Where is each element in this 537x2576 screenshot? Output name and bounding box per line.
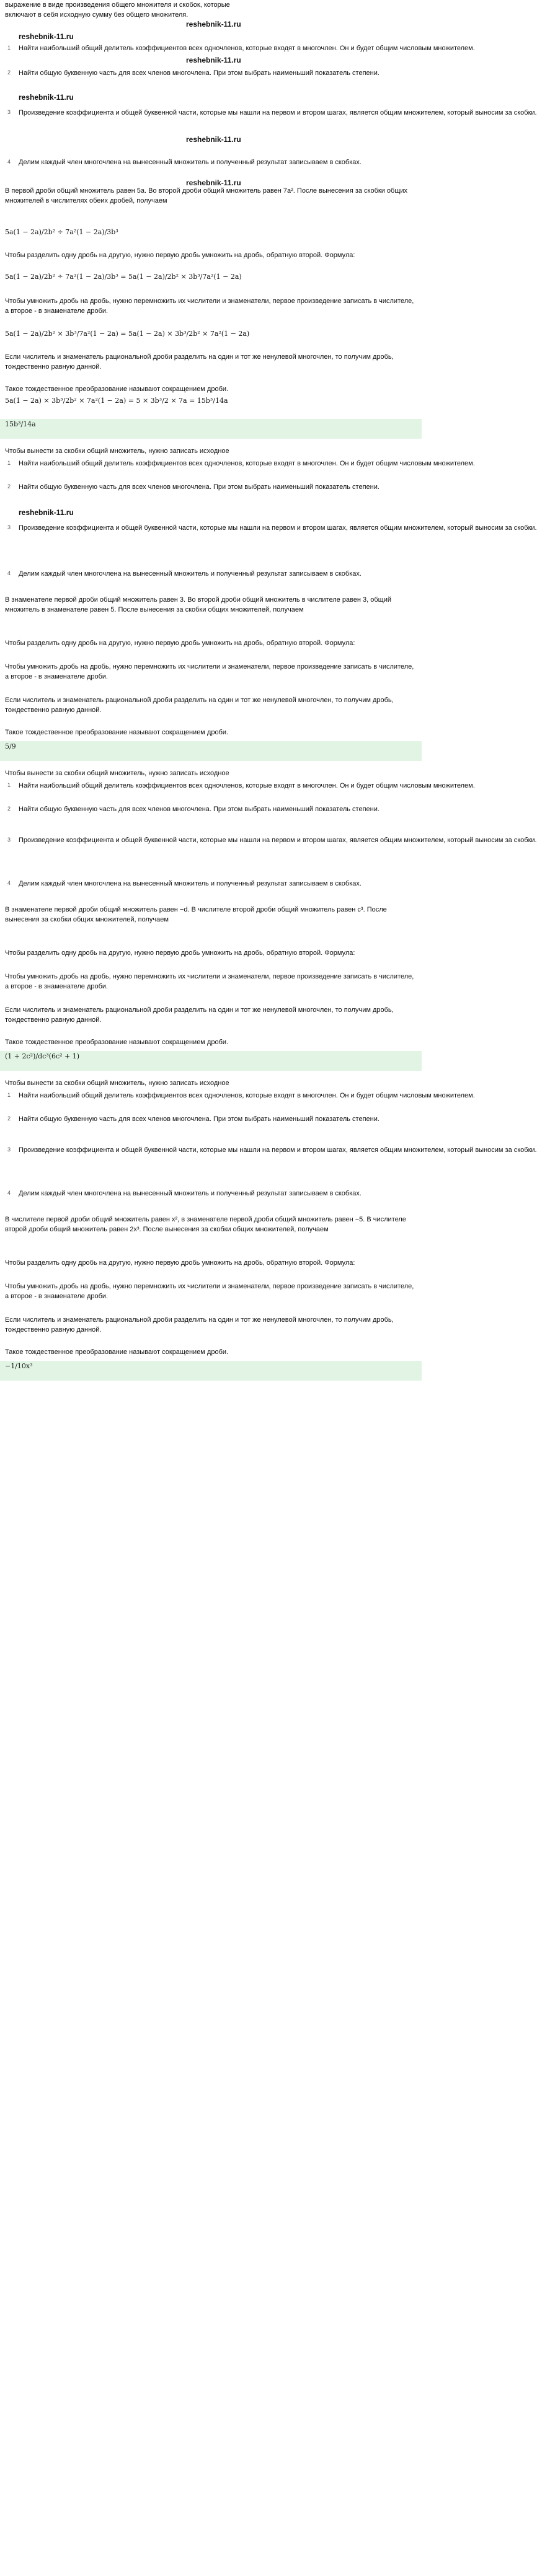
- step-2: Найти общую буквенную часть для всех членов многочлена. При этом выбрать наименьший показатель степени.: [19, 483, 379, 491]
- step-2: Найти общую буквенную часть для всех членов многочлена. При этом выбрать наименьший показатель степени.: [19, 1115, 379, 1123]
- watermark: reshebnik-11.ru: [19, 32, 74, 41]
- section-2-reduce: Если числитель и знаменатель рациональной дроби разделить на один и тот же ненулевой многочлен, то получим дробь, тождественно равную данной.: [5, 697, 394, 714]
- section-1-reduce-name: Такое тождественное преобразование называют сокращением дроби.: [5, 385, 229, 393]
- step-3: Произведение коэффициента и общей буквенной части, которые мы нашли на первом и втором шагах, является общим множителем, который выносим за скобки.: [19, 524, 537, 532]
- step-4: Делим каждый член многочлена на вынесенный множитель и полученный результат записываем в скобках.: [19, 159, 362, 166]
- watermark: reshebnik-11.ru: [186, 178, 241, 187]
- section-3-multiply-fracs: Чтобы умножить дробь на дробь, нужно перемножить их числители и знаменатели, первое произведение записать в числителе, а второе - в знаменателе дроби.: [5, 973, 414, 990]
- section-1-expr-2: 5a(1 − 2a)/2b² ÷ 7a²(1 − 2a)/3b³ = 5a(1 − 2a)/2b² × 3b³/7a²(1 − 2a): [5, 273, 242, 281]
- section-1-multiply-fracs: Чтобы умножить дробь на дробь, нужно перемножить их числители и знаменатели, первое произведение записать в числителе, а второе - в знаменателе дроби.: [5, 297, 414, 315]
- section-4-reduce: Если числитель и знаменатель рациональной дроби разделить на один и тот же ненулевой многочлен, то получим дробь, тождественно равную данной.: [5, 1316, 394, 1334]
- watermark: reshebnik-11.ru: [19, 508, 74, 517]
- section-2-answer: 5/9: [5, 742, 16, 750]
- section-3-reduce-name: Такое тождественное преобразование называют сокращением дроби.: [5, 1039, 229, 1046]
- section-1-answer: 15b³/14a: [5, 420, 36, 428]
- step-3: Произведение коэффициента и общей буквенной части, которые мы нашли на первом и втором шагах, является общим множителем, который выносим за скобки.: [19, 109, 537, 116]
- step-3: Произведение коэффициента и общей буквенной части, которые мы нашли на первом и втором шагах, является общим множителем, который выносим за скобки.: [19, 1146, 537, 1154]
- section-4-multiply-rule: Чтобы разделить одну дробь на другую, нужно первую дробь умножить на дробь, обратную второй. Формула:: [5, 1259, 355, 1267]
- step-3: Произведение коэффициента и общей буквенной части, которые мы нашли на первом и втором шагах, является общим множителем, который выносим за скобки.: [19, 837, 537, 844]
- watermark: reshebnik-11.ru: [186, 135, 241, 144]
- section-1-expr-4: 5a(1 − 2a) × 3b³/2b² × 7a²(1 − 2a) = 5 × 3b³/2 × 7a = 15b³/14a: [5, 397, 228, 405]
- section-2-multiply-rule: Чтобы разделить одну дробь на другую, нужно первую дробь умножить на дробь, обратную второй. Формула:: [5, 640, 355, 647]
- section-2-text: В знаменателе первой дроби общий множитель равен 3. Во второй дроби общий множитель в числителе равен 3, общий множитель в знаменателе равен 5. После вынесения за скобки общих множителей, получаем: [5, 596, 392, 613]
- section-1-expr-1: 5a(1 − 2a)/2b² ÷ 7a²(1 − 2a)/3b³: [5, 228, 118, 236]
- step-4: Делим каждый член многочлена на вынесенный множитель и полученный результат записываем в скобках.: [19, 1190, 362, 1197]
- section-4-reduce-name: Такое тождественное преобразование называют сокращением дроби.: [5, 1348, 229, 1356]
- section-4-factor-title: Чтобы вынести за скобки общий множитель, нужно записать исходное: [5, 1079, 229, 1087]
- section-3-answer: (1 + 2c²)/dc³(6c² + 1): [5, 1052, 80, 1060]
- step-1: Найти наибольший общий делитель коэффициентов всех одночленов, которые входят в многочлен. Он и будет общим числовым множителем.: [19, 45, 475, 52]
- intro-line-2: включают в себя исходную сумму без общего множителя.: [5, 11, 189, 19]
- watermark: reshebnik-11.ru: [19, 93, 74, 102]
- step-4: Делим каждый член многочлена на вынесенный множитель и полученный результат записываем в скобках.: [19, 880, 362, 887]
- section-3-reduce: Если числитель и знаменатель рациональной дроби разделить на один и тот же ненулевой многочлен, то получим дробь, тождественно равную данной.: [5, 1006, 394, 1024]
- section-1-multiply-rule: Чтобы разделить одну дробь на другую, нужно первую дробь умножить на дробь, обратную второй. Формула:: [5, 252, 355, 259]
- section-2-factor-title: Чтобы вынести за скобки общий множитель, нужно записать исходное: [5, 447, 229, 455]
- section-3-factor-title: Чтобы вынести за скобки общий множитель, нужно записать исходное: [5, 770, 229, 777]
- watermark: reshebnik-11.ru: [186, 20, 241, 29]
- section-3-multiply-rule: Чтобы разделить одну дробь на другую, нужно первую дробь умножить на дробь, обратную второй. Формула:: [5, 949, 355, 957]
- step-1: Найти наибольший общий делитель коэффициентов всех одночленов, которые входят в многочлен. Он и будет общим числовым множителем.: [19, 782, 475, 789]
- step-4: Делим каждый член многочлена на вынесенный множитель и полученный результат записываем в скобках.: [19, 570, 362, 578]
- intro-line-1: выражение в виде произведения общего множителя и скобок, которые: [5, 1, 230, 9]
- section-4-answer: −1/10x³: [5, 1362, 33, 1370]
- section-2-multiply-fracs: Чтобы умножить дробь на дробь, нужно перемножить их числители и знаменатели, первое произведение записать в числителе, а второе - в знаменателе дроби.: [5, 663, 414, 680]
- section-4-multiply-fracs: Чтобы умножить дробь на дробь, нужно перемножить их числители и знаменатели, первое произведение записать в числителе, а второе - в знаменателе дроби.: [5, 1283, 414, 1300]
- section-2-reduce-name: Такое тождественное преобразование называют сокращением дроби.: [5, 729, 229, 736]
- watermark: reshebnik-11.ru: [186, 56, 241, 64]
- section-1-reduce: Если числитель и знаменатель рациональной дроби разделить на один и тот же ненулевой многочлен, то получим дробь, тождественно равную данной.: [5, 353, 394, 371]
- section-1-expr-3: 5a(1 − 2a)/2b² × 3b³/7a²(1 − 2a) = 5a(1 − 2a) × 3b³/2b² × 7a²(1 − 2a): [5, 330, 250, 338]
- solution-page: выражение в виде произведения общего множителя и скобок, которые включают в себя исходную сумму без общего множителя. reshebnik-11.ru reshebnik-11.ru 1 Найти наибольший общий делитель коэффициентов всех одночленов, которые входят в многочлен. Он и будет общим числовым множителем. reshebnik-11.ru 2 Найти общую буквенную часть для всех членов многочлена. При этом выбрать наименьший показатель степени. reshebnik-11.ru 3 Произведение коэффициента и общей буквенной части, которые мы нашли на первом и втором шагах, является общим множителем, который выносим за скобки. reshebnik-11.ru 4 Делим каждый член многочлена на вынесенный множитель и полученный результат записываем в скобках. reshebnik-11.ru В первой дроби общий множитель равен 5a. Во второй дроби общий множитель равен 7a². После вынесения за скобки общих множителей в числителях обеих дробей, получаем 5a(1 − 2a)/2b² ÷ 7a²(1 − 2a)/3b³ Чтобы разделить одну дробь на другую, нужно первую дробь умножить на дробь, обратную второй. Формула: 5a(1 − 2a)/2b² ÷ 7a²(1 − 2a)/3b³ = 5a(1 − 2a)/2b² × 3b³/7a²(1 − 2a) Чтобы умножить дробь на дробь, нужно перемножить их числители и знаменатели, первое произведение записать в числителе, а второе - в знаменателе дроби. 5a(1 − 2a)/2b² × 3b³/7a²(1 − 2a) = 5a(1 − 2a) × 3b³/2b² × 7a²(1 − 2a) Если числитель и знаменатель рациональной дроби разделить на один и тот же ненулевой многочлен, то получим дробь, тождественно равную данной. Такое тождественное преобразование называют сокращением дроби. 5a(1 − 2a) × 3b³/2b² × 7a²(1 − 2a) = 5 × 3b³/2 × 7a = 15b³/14a 15b³/14a Чтобы вынести за скобки общий множитель, нужно записать исходное 1 Найти наибольший общий делитель коэффициентов всех одночленов, которые входят в многочлен. Он и будет общим числовым множителем. 2 Найти общую буквенную часть для всех членов многочлена. При этом выбрать наименьший показатель степени. reshebnik-11.ru 3 Произведение коэффициента и общей буквенной части, которые мы нашли на первом и втором шагах, является общим множителем, который выносим за скобки. 4 Делим каждый член многочлена на вынесенный множитель и полученный результат записываем в скобках. В знаменателе первой дроби общий множитель равен 3. Во второй дроби общий множитель в числителе равен 3, общий множитель в знаменателе равен 5. После вынесения за скобки общих множителей, получаем Чтобы разделить одну дробь на другую, нужно первую дробь умножить на дробь, обратную второй. Формула: Чтобы умножить дробь на дробь, нужно перемножить их числители и знаменатели, первое произведение записать в числителе, а второе - в знаменателе дроби. Если числитель и знаменатель рациональной дроби разделить на один и тот же ненулевой многочлен, то получим дробь, тождественно равную данной. Такое тождественное преобразование называют сокращением дроби. 5/9 Чтобы вынести за скобки общий множитель, нужно записать исходное 1 Найти наибольший общий делитель коэффициентов всех одночленов, которые входят в многочлен. Он и будет общим числовым множителем. 2 Найти общую буквенную часть для всех членов многочлена. При этом выбрать наименьший показатель степени. 3 Произведение коэффициента и общей буквенной части, которые мы нашли на первом и втором шагах, является общим множителем, который выносим за скобки. 4 Делим каждый член многочлена на вынесенный множитель и полученный результат записываем в скобках. В знаменателе первой дроби общий множитель равен −d. В числителе второй дроби общий множитель равен c³. После вынесения за скобки общих множителей, получаем Чтобы разделить одну дробь на другую, нужно первую дробь умножить на дробь, обратную второй. Формула: Чтобы умножить дробь на дробь, нужно перемножить их числители и знаменатели, первое произведение записать в числителе, а второе - в знаменателе дроби. Если числитель и знаменатель рациональной дроби разделить на один и тот же ненулевой многочлен, то получим дробь, тождественно равную данной. Такое тождественное преобразование называют сокращением дроби. (1 + 2c²)/dc³(6c² + 1) Чтобы вынести за скобки общий множитель, нужно записать исходное 1 Найти наибольший общий делитель коэффициентов всех одночленов, которые входят в многочлен. Он и будет общим числовым множителем. 2 Найти общую буквенную часть для всех членов многочлена. При этом выбрать наименьший показатель степени. 3 Произведение коэффициента и общей буквенной части, которые мы нашли на первом и втором шагах, является общим множителем, который выносим за скобки. 4 Делим каждый член многочлена на вынесенный множитель и полученный результат записываем в скобках. В числителе первой дроби общий множитель равен x², в знаменателе первой дроби общий множитель равен −5. В числителе второй дроби общий множитель равен 2x³. После вынесения за скобки общих множителей, получаем Чтобы разделить одну дробь на другую, нужно первую дробь умножить на дробь, обратную второй. Формула: Чтобы умножить дробь на дробь, нужно перемножить их числители и знаменатели, первое произведение записать в числителе, а второе - в знаменателе дроби. Если числитель и знаменатель рациональной дроби разделить на один и тот же ненулевой многочлен, то получим дробь, тождественно равную данной. Такое тождественное преобразование называют сокращением дроби. −1/10x³: [0, 0, 422, 2576]
- section-4-text: В числителе первой дроби общий множитель равен x², в знаменателе первой дроби общий множитель равен −5. В числителе второй дроби общий множитель равен 2x³. После вынесения за скобки общих множителей, получаем: [5, 1216, 406, 1233]
- section-3-text: В знаменателе первой дроби общий множитель равен −d. В числителе второй дроби общий множитель равен c³. После вынесения за скобки общих множителей, получаем: [5, 906, 387, 923]
- step-2: Найти общую буквенную часть для всех членов многочлена. При этом выбрать наименьший показатель степени.: [19, 806, 379, 813]
- step-1: Найти наибольший общий делитель коэффициентов всех одночленов, которые входят в многочлен. Он и будет общим числовым множителем.: [19, 460, 475, 467]
- step-2: Найти общую буквенную часть для всех членов многочлена. При этом выбрать наименьший показатель степени.: [19, 69, 379, 77]
- section-1-text: В первой дроби общий множитель равен 5a. Во второй дроби общий множитель равен 7a². После вынесения за скобки общих множителей в числителях обеих дробей, получаем: [5, 187, 408, 204]
- step-1: Найти наибольший общий делитель коэффициентов всех одночленов, которые входят в многочлен. Он и будет общим числовым множителем.: [19, 1092, 475, 1099]
